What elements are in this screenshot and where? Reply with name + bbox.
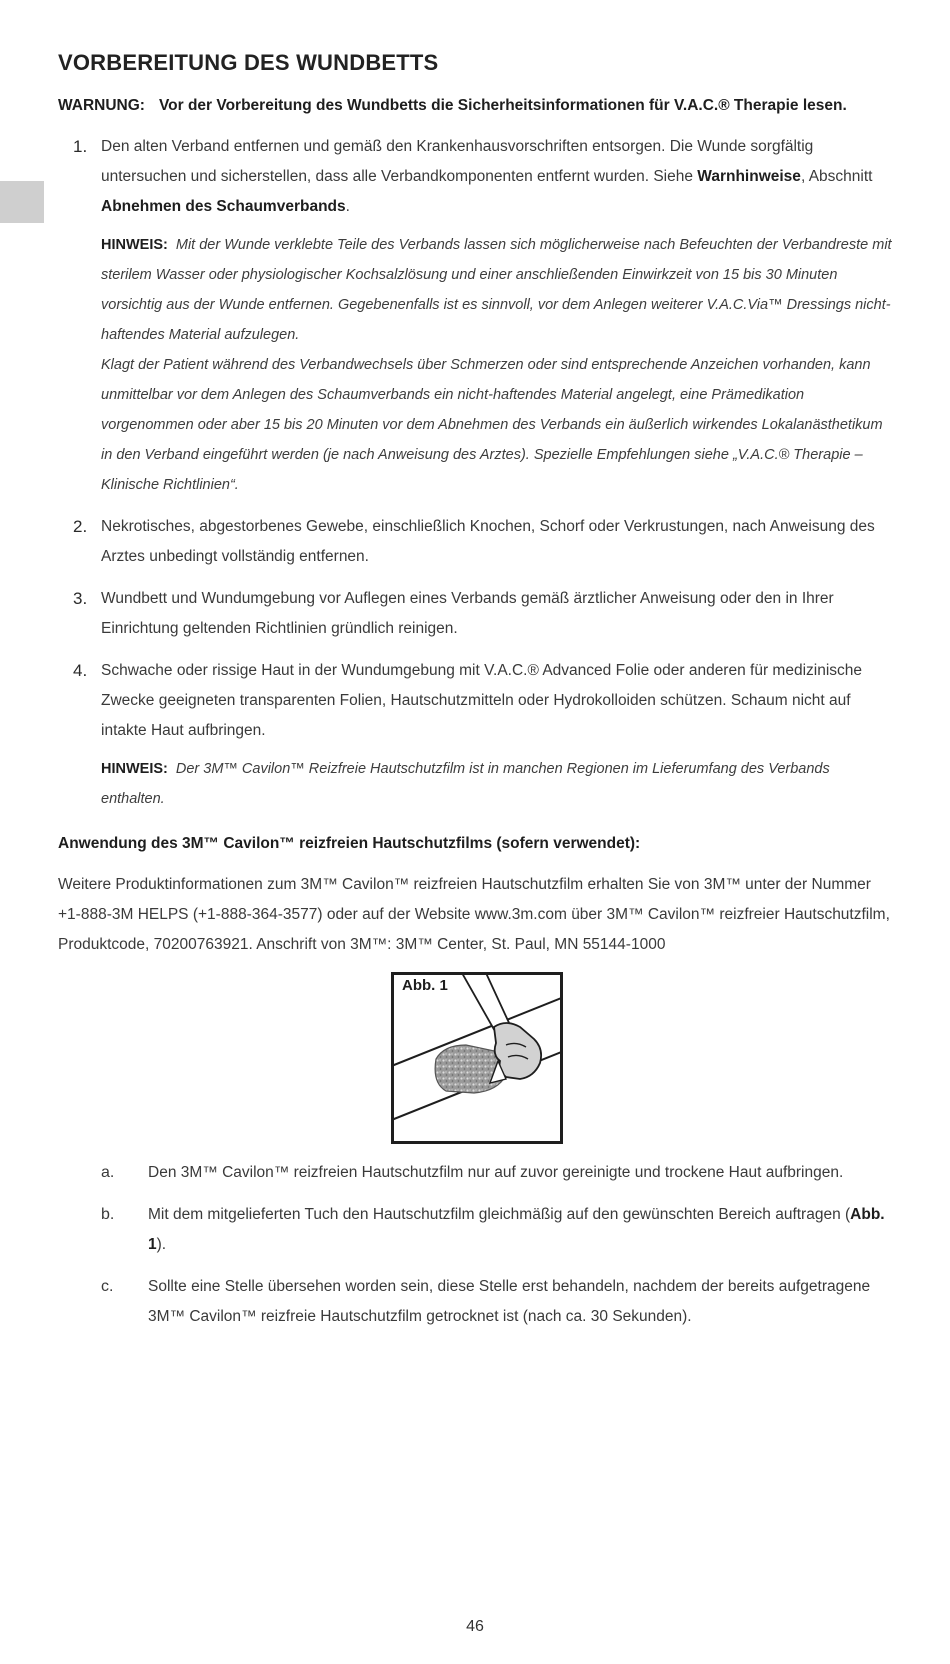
figure-label: Abb. 1 [399,977,451,994]
step-text: Wundbett und Wundumgebung vor Auflegen eines Verbands gemäß ärztlicher Anweisung oder den in Ihrer Einrichtung geltenden Richtlinien gründlich reinigen. [101,590,834,637]
product-info-paragraph: Weitere Produktinformationen zum 3M™ Cavilon™ reizfreien Hautschutzfilm erhalten Sie von 3M™ unter der Nummer +1-888-3M HELPS (+1-888-364-3577) oder auf der Website www.3m.com über 3M™ Cavilon™ reizfreier Hautschutzfilm, Produktcode, 70200763921. Anschrift von 3M™: 3M™ Center, St. Paul, MN 55144-1000 [58,876,890,953]
chapter-tab-marker [0,181,44,223]
list-item [58,1200,896,1260]
substep-letter: a. [101,1164,115,1181]
section-reference: Abnehmen des Schaumverbands [101,198,346,215]
page-number: 46 [466,1618,484,1635]
substep-text-part: Mit dem mitgelieferten Tuch den Hautschutzfilm gleichmäßig auf den gewünschten Bereich auftragen ( [148,1206,851,1223]
note-block [101,754,896,814]
substep-letter: b. [101,1206,115,1223]
document-page [58,50,896,1344]
note-label: HINWEIS: [101,237,168,253]
warning-box [58,94,896,118]
section-subheading: Anwendung des 3M™ Cavilon™ reizfreien Hautschutzfilms (sofern verwendet): [58,835,641,852]
figure-abb-1 [391,972,563,1144]
step-text [101,132,896,222]
skin-protectant-application-illustration [394,975,560,1141]
note-text: Mit der Wunde verklebte Teile des Verbands lassen sich möglicherweise nach Befeuchten der Verbandreste mit sterilem Wasser oder physiologischer Kochsalzlösung und einer anschließenden Einwirkzeit von 15 bis 30 Minuten vorsichtig aus der Wunde entfernen. Gegebenenfalls ist es sinnvoll, vor dem Anlegen weiterer V.A.C.Via™ Dressings nicht-haftendes Material aufzulegen. [101,237,892,343]
note-text: Der 3M™ Cavilon™ Reizfreie Hautschutzfilm ist in manchen Regionen im Lieferumfang des Verbands enthalten. [101,761,830,807]
step-number: 2. [73,517,88,536]
steps-list [58,132,896,814]
list-item [58,1272,896,1332]
list-item [58,1158,896,1188]
page-title: VORBEREITUNG DES WUNDBETTS [58,50,439,75]
figure-reference: Abb. 1 [148,1206,885,1253]
step-text-part: , Abschnitt [800,168,873,185]
step-number: 1. [73,137,88,156]
link-warnhinweise: Warnhinweise [697,168,801,185]
substep-text: Sollte eine Stelle übersehen worden sein, diese Stelle erst behandeln, nachdem der bereits aufgetragene 3M™ Cavilon™ reizfreie Hautschutzfilm getrocknet ist (nach ca. 30 Sekunden). [148,1278,871,1325]
note-text-secondary: Klagt der Patient während des Verbandwechsels über Schmerzen oder sind entsprechende Anzeichen vorhanden, kann unmittelbar vor dem Anlegen des Schaumverbands ein nicht-haftendes Material angelegt, eine Prämedikation vorgenommen oder aber 15 bis 20 Minuten vor dem Abnehmen des Verbands ein äußerlich wirkendes Lokalanästhetikum in den Verband eingeführt werden (je nach Anweisung des Arztes). Spezielle Empfehlungen siehe „V.A.C.® Therapie – Klinische Richtlinien“. [101,357,883,493]
step-text-part: Den alten Verband entfernen und gemäß den Krankenhausvorschriften entsorgen. Die Wunde sorgfältig untersuchen und sicherstellen, dass alle Verbandkomponenten entfernt wurden. Siehe [101,138,814,185]
list-item [58,512,896,572]
list-item [58,656,896,814]
step-number: 3. [73,589,88,608]
substep-text: Den 3M™ Cavilon™ reizfreien Hautschutzfilm nur auf zuvor gereinigte und trockene Haut aufbringen. [148,1164,844,1181]
substeps-list [58,1158,896,1332]
note-block [101,230,896,500]
substep-letter: c. [101,1278,114,1295]
step-text: Nekrotisches, abgestorbenes Gewebe, einschließlich Knochen, Schorf oder Verkrustungen, nach Anweisung des Arztes unbedingt vollständig entfernen. [101,518,875,565]
step-number: 4. [73,661,88,680]
warning-text: Vor der Vorbereitung des Wundbetts die Sicherheitsinformationen für V.A.C.® Therapie lesen. [158,97,847,114]
list-item [58,132,896,500]
step-text-part: . [345,198,350,215]
substep-text [148,1200,896,1260]
step-text: Schwache oder rissige Haut in der Wundumgebung mit V.A.C.® Advanced Folie oder anderen für medizinische Zwecke geeigneten transparenten Folien, Hautschutzmitteln oder Hydrokolloiden schützen. Schaum nicht auf intakte Haut aufbringen. [101,662,863,739]
substep-text-part: ). [156,1236,167,1253]
list-item [58,584,896,644]
warning-label: WARNUNG: [58,97,145,114]
note-label: HINWEIS: [101,761,168,777]
figure-container [58,972,896,1144]
